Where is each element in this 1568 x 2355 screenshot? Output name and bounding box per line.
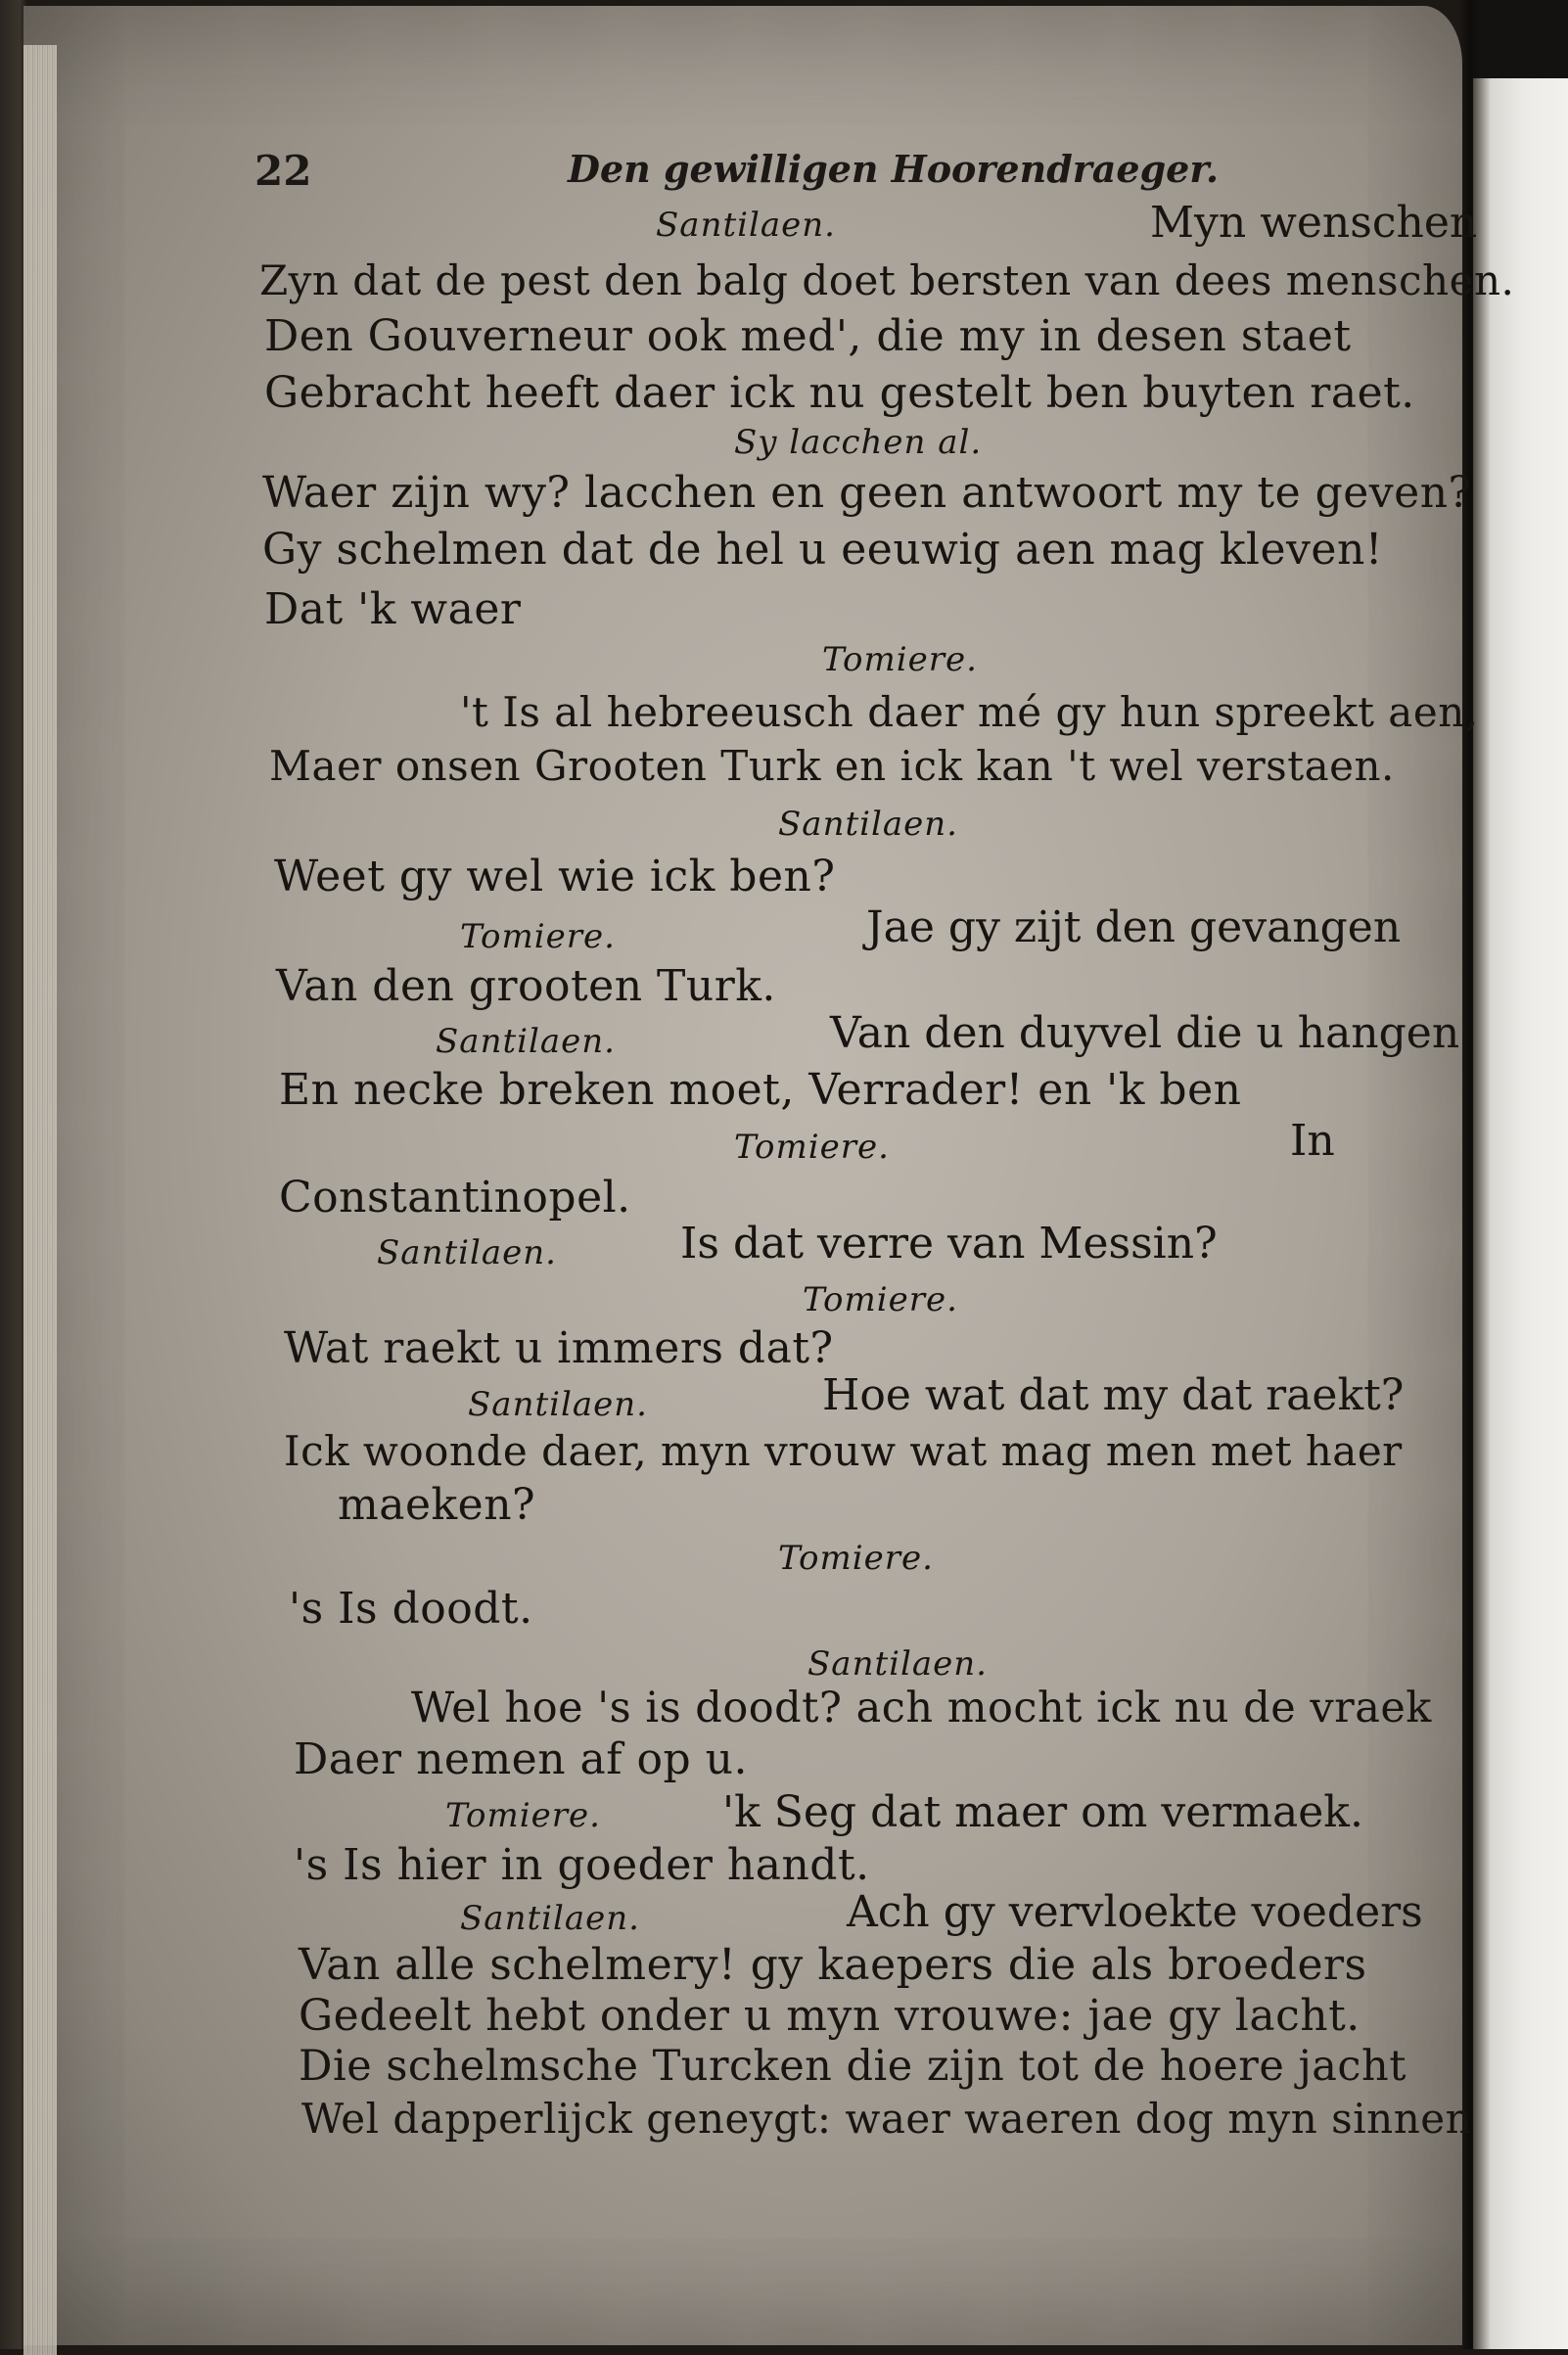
verse-line: Constantinopel. <box>279 1173 631 1223</box>
verse-line: Die schelmsche Turcken die zijn tot de hoere jacht <box>299 2042 1407 2091</box>
stage-direction: Sy lacchen al. <box>734 423 983 462</box>
verse-line: Maer onsen Grooten Turk en ick kan 't wel verstaen. <box>269 742 1395 790</box>
verse-line: Gy schelmen dat de hel u eeuwig aen mag kleven! <box>262 525 1383 575</box>
verse-line: Wat raekt u immers dat? <box>284 1323 834 1373</box>
verse-line: Van den grooten Turk. <box>276 961 776 1011</box>
running-title: Den gewilligen Hoorendraeger. <box>568 147 1220 191</box>
speaker-name: Tomiere. <box>734 1128 890 1167</box>
verse-line: Myn wenschen <box>1150 198 1478 248</box>
verse-line: Jae gy zijt den gevangen <box>866 902 1402 952</box>
verse-line: 's Is hier in goeder handt. <box>294 1840 870 1890</box>
verse-line: Wel hoe 's is doodt? ach mocht ick nu de vraek <box>411 1684 1432 1732</box>
verse-line: Dat 'k waer <box>264 584 522 634</box>
speaker-name: Tomiere. <box>803 1280 958 1319</box>
speaker-name: Santilaen. <box>377 1233 557 1272</box>
speaker-name: Tomiere. <box>460 917 616 956</box>
speaker-name: Santilaen. <box>436 1022 616 1061</box>
verse-line: Is dat verre van Messin? <box>680 1219 1218 1269</box>
speaker-name: Tomiere. <box>445 1796 601 1835</box>
verse-line: Van den duyvel die u hangen <box>830 1008 1460 1058</box>
speaker-name: Santilaen. <box>460 1899 640 1938</box>
speaker-name: Santilaen. <box>778 805 958 844</box>
verse-line: Den Gouverneur ook med', die my in desen staet <box>264 311 1352 361</box>
verse-line: Wel dapperlijck geneygt: waer waeren dog myn sinnen <box>301 2095 1473 2143</box>
verse-line: Gedeelt hebt onder u myn vrouwe: jae gy lacht. <box>299 1991 1360 2041</box>
verse-line: Waer zijn wy? lacchen en geen antwoort my te geven? <box>262 468 1472 518</box>
speaker-name: Santilaen. <box>656 206 836 245</box>
verse-line: 'k Seg dat maer om vermaek. <box>722 1787 1363 1837</box>
verse-line: Ach gy vervloekte voeders <box>847 1887 1423 1937</box>
speaker-name: Tomiere. <box>778 1539 934 1578</box>
verse-line: 's Is doodt. <box>289 1584 533 1634</box>
speaker-name: Santilaen. <box>468 1385 648 1424</box>
verse-line: Gebracht heeft daer ick nu gestelt ben buyten raet. <box>264 368 1415 418</box>
verse-line: Weet gy wel wie ick ben? <box>274 852 836 901</box>
verse-line: En necke breken moet, Verrader! en 'k ben <box>279 1065 1242 1115</box>
verse-line: Zyn dat de pest den balg doet bersten van dees menschen. <box>259 256 1515 304</box>
verse-line: Hoe wat dat my dat raekt? <box>822 1370 1405 1420</box>
speaker-name: Tomiere. <box>822 640 978 679</box>
verse-line: maeken? <box>338 1480 536 1530</box>
verse-line: 't Is al hebreeusch daer mé gy hun spreekt aen, <box>460 688 1479 736</box>
verse-line: In <box>1290 1116 1335 1166</box>
verse-line: Daer nemen af op u. <box>294 1734 749 1784</box>
speaker-name: Santilaen. <box>807 1644 988 1684</box>
verse-line: Ick woonde daer, myn vrouw wat mag men met haer <box>284 1427 1403 1475</box>
verse-line: Van alle schelmery! gy kaepers die als broeders <box>299 1940 1367 1990</box>
page-number: 22 <box>254 147 312 195</box>
